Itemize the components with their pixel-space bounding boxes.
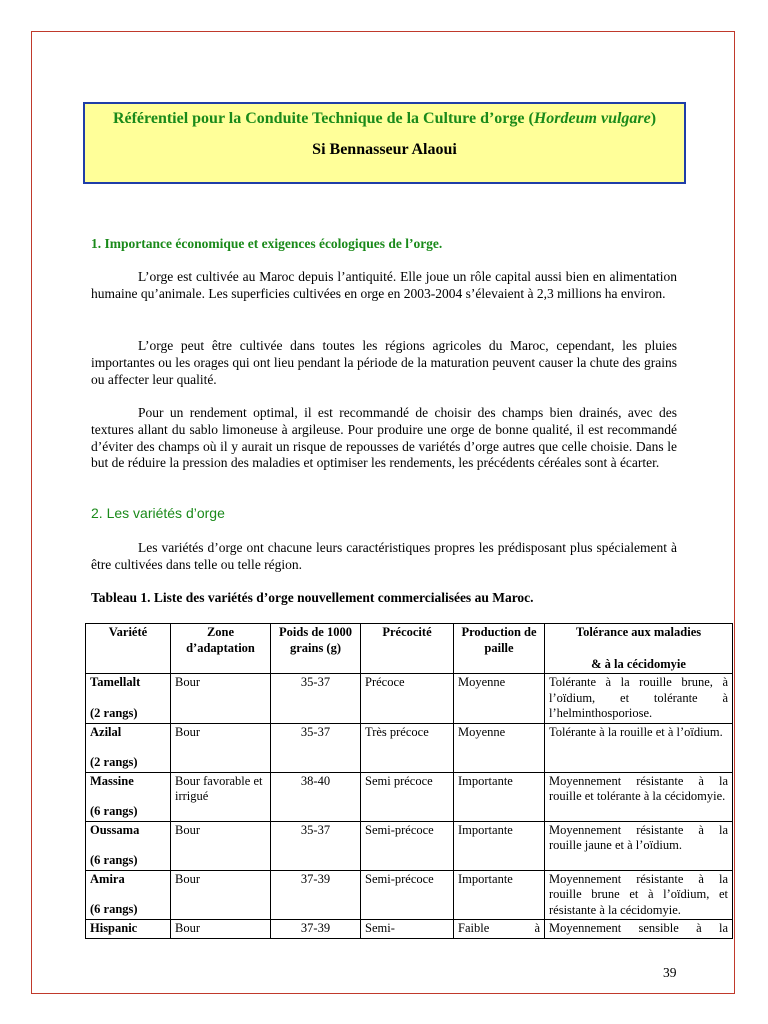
- table-row: [86, 723, 733, 772]
- section-1-paragraph-3: Pour un rendement optimal, il est recommandé de choisir des champs bien drainés, avec des textures allant du sablo limoneuse à argileuse. Pour produire une orge de bonne qualité, il est recommandé d’éviter des champs où il y aurait un risque de repousses de variétés d’orge autres que celle choisie. Dans le but de réduire la pression des maladies et optimiser les rendements, les précédents céréales sont à écarter.: [91, 405, 677, 471]
- tolerance-cell: Tolérante à la rouille et à l’oïdium.: [545, 723, 733, 772]
- precocite-cell: Semi-précoce: [361, 821, 454, 870]
- production-cell: Importante: [454, 870, 545, 920]
- variety-name-cell: [86, 920, 171, 939]
- poids-cell: 35-37: [271, 723, 361, 772]
- variety-name-cell: [86, 723, 171, 772]
- production-cell: Faible à: [454, 920, 545, 939]
- table-row: [86, 870, 733, 920]
- title-box: [83, 102, 686, 184]
- table-row: [86, 821, 733, 870]
- author-name: Si Bennasseur Alaoui: [312, 141, 457, 158]
- variety-name: Oussama: [90, 822, 140, 837]
- variety-name: Hispanic: [90, 921, 138, 935]
- header-zone: Zone d’adaptation: [171, 624, 271, 674]
- header-tolerance-line2: & à la cécidomyie: [591, 656, 686, 671]
- variety-name-cell: [86, 870, 171, 920]
- poids-cell: 35-37: [271, 674, 361, 724]
- header-tolerance-line1: Tolérance aux maladies: [575, 625, 702, 639]
- production-cell: Moyenne: [454, 674, 545, 724]
- varieties-table: [85, 623, 733, 939]
- variety-rangs: (6 rangs): [90, 902, 138, 916]
- zone-cell: Bour: [171, 920, 271, 939]
- zone-cell: Bour: [171, 870, 271, 920]
- section-2-heading: 2. Les variétés d’orge: [91, 505, 225, 521]
- table-row: [86, 920, 733, 939]
- precocite-cell: Précoce: [361, 674, 454, 724]
- header-production: Production de paille: [454, 624, 545, 674]
- header-variete: Variété: [86, 624, 171, 674]
- variety-rangs: (6 rangs): [90, 804, 138, 818]
- production-cell: Importante: [454, 772, 545, 821]
- variety-rangs: (2 rangs): [90, 755, 138, 769]
- page-number: 39: [663, 965, 677, 980]
- tolerance-cell: Moyennement résistante à la rouille et tolérante à la cécidomyie.: [545, 772, 733, 821]
- precocite-cell: Semi précoce: [361, 772, 454, 821]
- zone-cell: Bour: [171, 723, 271, 772]
- tolerance-cell: Moyennement sensible à la: [545, 920, 733, 939]
- variety-name: Azilal: [90, 724, 122, 739]
- variety-name-cell: [86, 772, 171, 821]
- poids-cell: 35-37: [271, 821, 361, 870]
- table-caption: Tableau 1. Liste des variétés d’orge nouvellement commercialisées au Maroc.: [91, 590, 534, 605]
- table-header-row: [86, 624, 733, 674]
- variety-name-cell: [86, 821, 171, 870]
- variety-name: Tamellalt: [90, 675, 141, 689]
- document-title: Référentiel pour la Conduite Technique de la Culture d’orge (Hordeum vulgare): [112, 110, 657, 127]
- tolerance-cell: Moyennement résistante à la rouille jaune et à l’oïdium.: [545, 821, 733, 870]
- tolerance-cell: Moyennement résistante à la rouille brune et à l’oïdium, et résistante à la cécidomyie.: [545, 870, 733, 920]
- production-cell: Importante: [454, 821, 545, 870]
- poids-cell: 37-39: [271, 920, 361, 939]
- header-poids: Poids de 1000 grains (g): [271, 624, 361, 674]
- section-1-heading: 1. Importance économique et exigences écologiques de l’orge.: [91, 236, 443, 251]
- precocite-cell: Semi-: [361, 920, 454, 939]
- section-1-paragraph-2: L’orge peut être cultivée dans toutes les régions agricoles du Maroc, cependant, les pluies importantes ou les orages qui ont lieu pendant la période de la maturation peuvent causer la chute des grains ou affecter leur qualité.: [91, 338, 677, 387]
- header-precocite: Précocité: [361, 624, 454, 674]
- zone-cell: Bour: [171, 821, 271, 870]
- variety-name-cell: [86, 674, 171, 724]
- zone-cell: Bour favorable et irrigué: [171, 772, 271, 821]
- table-row: [86, 772, 733, 821]
- zone-cell: Bour: [171, 674, 271, 724]
- poids-cell: 38-40: [271, 772, 361, 821]
- poids-cell: 37-39: [271, 870, 361, 920]
- production-cell: Moyenne: [454, 723, 545, 772]
- tolerance-cell: Tolérante à la rouille brune, à l’oïdium, et tolérante à l’helminthosporiose.: [545, 674, 733, 724]
- variety-rangs: (2 rangs): [90, 705, 138, 720]
- header-tolerance: [545, 624, 733, 674]
- precocite-cell: Semi-précoce: [361, 870, 454, 920]
- section-2-paragraph-1: Les variétés d’orge ont chacune leurs caractéristiques propres les prédisposant plus spécialement à être cultivées dans telle ou telle région.: [91, 540, 677, 572]
- variety-name: Massine: [90, 773, 134, 788]
- variety-name: Amira: [90, 871, 125, 886]
- precocite-cell: Très précoce: [361, 723, 454, 772]
- section-1-paragraph-1: L’orge est cultivée au Maroc depuis l’antiquité. Elle joue un rôle capital aussi bien en alimentation humaine qu’animale. Les superficies cultivées en orge en 2003-2004 s’élevaient à 2,3 millions ha environ.: [91, 269, 677, 301]
- table-row: [86, 674, 733, 724]
- variety-rangs: (6 rangs): [90, 853, 138, 867]
